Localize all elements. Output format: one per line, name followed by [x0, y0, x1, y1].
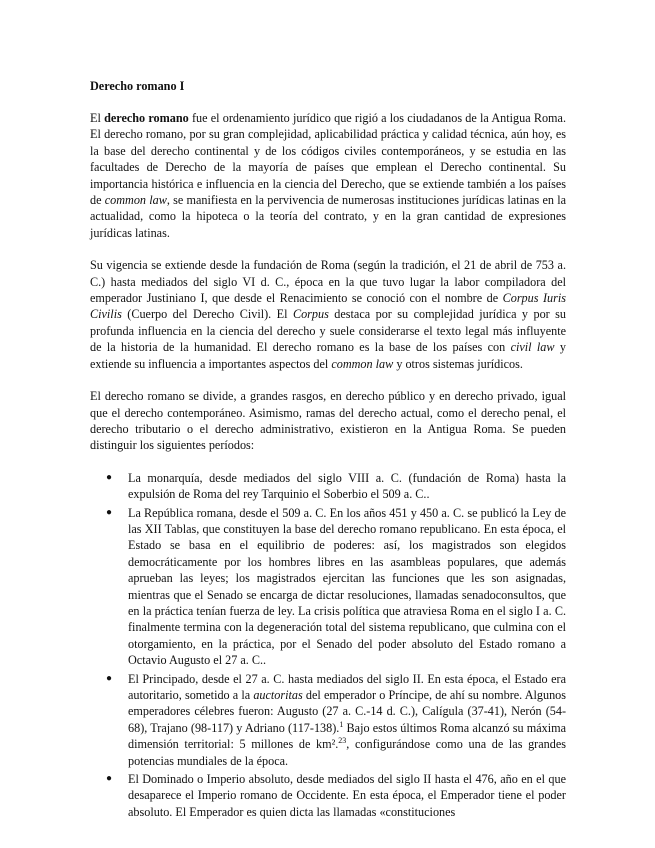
list-item: [106, 771, 566, 820]
list-item-text: El Dominado o Imperio absoluto, desde mediados del siglo II hasta el 476, año en el que desaparece el Imperio romano de Occidente. En esta época, el Emperador tiene el poder absoluto. El Emperador es quien dicta las llamadas «constituciones: [128, 772, 566, 819]
paragraph-intro: [90, 110, 566, 241]
italic-term: civil law: [510, 340, 555, 355]
list-item-text: La monarquía, desde mediados del siglo VIII a. C. (fundación de Roma) hasta la expulsión de Roma del rey Tarquinio el Soberbio el 509 a. C..: [128, 470, 566, 502]
italic-term: Corpus Iuris Civilis: [90, 291, 566, 322]
italic-term: auctoritas: [253, 688, 303, 702]
bullet-icon: ●: [106, 672, 113, 684]
bullet-icon: ●: [106, 471, 113, 483]
document-title: Derecho romano I: [90, 79, 185, 93]
text: , se manifiesta en la pervivencia de numerosas instituciones jurídicas latinas en la actualidad, como la hipoteca o la teoría del contrato, y en la gran cantidad de expresiones jurídicas latinas.: [90, 193, 566, 240]
periods-list: [90, 470, 566, 821]
text: , configurándose como una de las grandes potencias mundiales de la época.: [128, 737, 566, 768]
paragraph-vigencia: [90, 257, 566, 372]
text: El: [90, 111, 105, 125]
list-item: [106, 470, 566, 503]
bullet-icon: ●: [106, 773, 113, 785]
text: Bajo estos últimos Roma alcanzó su máxima dimensión territorial: 5 millones de km².: [128, 720, 566, 752]
footnote-ref[interactable]: 23: [338, 736, 347, 746]
paragraph-divisiones: El derecho romano se divide, a grandes rasgos, en derecho público y en derecho privado, igual que el derecho contemporáneo. Asimismo, ramas del derecho actual, como el derecho penal, el derecho tributario o el derecho administrativo, existieron en la Antigua Roma. Se pueden distinguir los siguientes períodos:: [90, 389, 566, 453]
italic-term: common law: [104, 193, 167, 208]
footnote-ref[interactable]: 1: [339, 719, 344, 729]
text: Su vigencia se extiende desde la fundación de Roma (según la tradición, el 21 de abril de 753 a. C.) hasta mediados del siglo VI d. C., época en la que tuvo lugar la labor compiladora del emperador Justiniano I, que desde el Renacimiento se conoció con el nombre de: [90, 258, 566, 306]
text: fue el ordenamiento jurídico que rigió a los ciudadanos de la Antigua Roma. El derecho romano, por su gran complejidad, aplicabilidad práctica y calidad técnica, aún hoy, es la base del derecho continental y de los códigos civiles contemporáneos, y se estudia en las facultades de Derecho de la mayoría de países que emplean el Derecho continental. Su importancia histórica e influencia en la ciencia del Derecho, que se extiende también a los países de: [90, 111, 566, 208]
italic-term: common law: [331, 356, 394, 371]
text: y otros sistemas jurídicos.: [393, 356, 523, 371]
text: destaca por su complejidad jurídica y por su profunda influencia en la ciencia del derecho y suele considerarse el texto legal más influyente de la historia de la humanidad. El derecho romano es la base de los países con: [90, 307, 566, 355]
italic-term: Corpus: [292, 307, 329, 322]
text: El Principado, desde el 27 a. C. hasta mediados del siglo II. En esta época, el Estado era autoritario, sometido a la: [128, 671, 566, 702]
list-item: [106, 671, 567, 769]
list-item: [106, 505, 566, 669]
text: del emperador o Príncipe, de ahí su nombre. Algunos emperadores célebres fueron: Augusto (27 a. C.-14 d. C.), Calígula (37-41), Nerón (54-68), Trajano (98-117) y Adriano (117-138).: [128, 688, 567, 735]
text: y extiende su influencia a importantes aspectos del: [90, 340, 566, 371]
bullet-icon: ●: [106, 506, 113, 518]
text: (Cuerpo del Derecho Civil). El: [121, 307, 293, 322]
bold-term: derecho romano: [104, 111, 189, 125]
list-item-text: La República romana, desde el 509 a. C. En los años 451 y 450 a. C. se publicó la Ley de las XII Tablas, que constituyen la base del derecho romano republicano. En esta época, el Estado se basa en el equilibrio de poderes: así, los magistrados son elegidos democráticamente por los hombres libres en las asambleas populares, que además aprueban las leyes; los magistrados ejercitan las funciones que les son asignadas, mientras que el Senado se encarga de dictar resoluciones, llamadas senadoconsultos, que en la práctica tenían fuerza de ley. La crisis política que atraviesa Roma en el siglo I a. C. finalmente termina con la degeneración total del sistema republicano, que culmina con el otorgamiento, en la práctica, por el Senado del poder absoluto del Estado romano a Octavio Augusto el 27 a. C..: [128, 505, 566, 668]
document-page: [90, 78, 566, 822]
